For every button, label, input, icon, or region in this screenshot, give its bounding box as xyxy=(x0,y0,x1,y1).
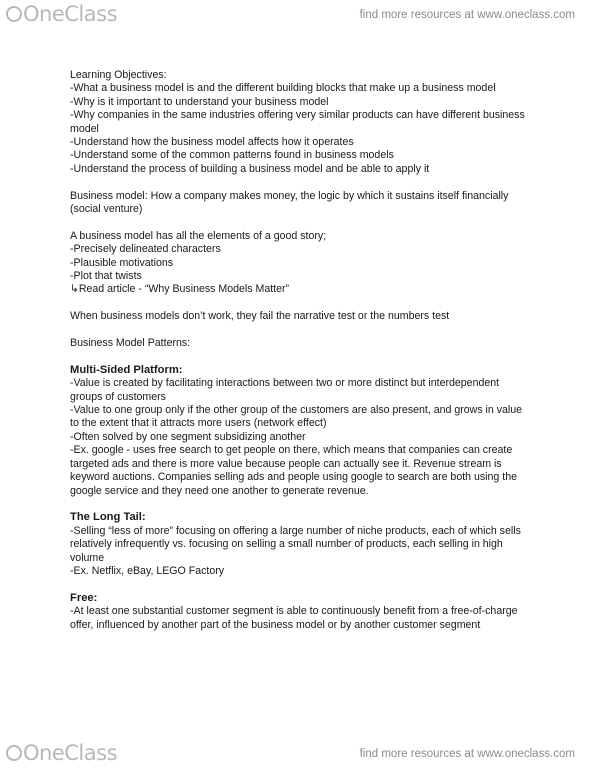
objective-item: -Understand how the business model affects how it operates xyxy=(70,136,354,149)
logo-text: OneClass xyxy=(23,741,118,765)
long-tail-item: -Selling “less of more” focusing on offering a large number of niche products, each of which sells relatively infrequently vs. focusing on selling a small number of products, each selling in high volume xyxy=(70,524,521,564)
multi-sided-heading: Multi-Sided Platform: xyxy=(70,363,183,376)
objective-item: -Why companies in the same industries offering very similar products can have different business model xyxy=(70,109,525,135)
free-item: -At least one substantial customer segment is able to continuously benefit from a free-of-charge offer, influenced by another part of the business model or by another customer segment xyxy=(70,605,518,631)
multi-sided-item: -Value to one group only if the other group of the customers are also present, and grows in value to the extent that it attracts more users (network effect) xyxy=(70,404,523,430)
document-body xyxy=(70,69,530,632)
oneclass-logo-bottom xyxy=(6,741,117,765)
story-item: -Plausible motivations xyxy=(70,256,174,269)
narrative-test-text: When business models don’t work, they fail the narrative test or the numbers test xyxy=(70,310,450,323)
header-tagline: find more resources at www.oneclass.com xyxy=(359,9,575,21)
objective-item: -Why is it important to understand your business model xyxy=(70,95,329,108)
story-item: -Plot that twists xyxy=(70,270,142,283)
footer-tagline: find more resources at www.oneclass.com xyxy=(359,748,575,760)
logo-ring-icon xyxy=(6,745,22,761)
story-intro: A business model has all the elements of a good story; xyxy=(70,229,327,242)
objective-item: -What a business model is and the different building blocks that make up a business model xyxy=(70,82,496,95)
patterns-title: Business Model Patterns: xyxy=(70,337,191,350)
story-item: -Precisely delineated characters xyxy=(70,243,221,256)
logo-text: OneClass xyxy=(23,2,118,26)
objectives-title: Learning Objectives: xyxy=(70,69,167,81)
long-tail-heading: The Long Tail: xyxy=(70,511,146,524)
logo-ring-icon xyxy=(6,6,22,22)
objective-item: -Understand the process of building a business model and be able to apply it xyxy=(70,162,430,175)
multi-sided-item: -Often solved by one segment subsidizing another xyxy=(70,430,306,443)
free-heading: Free: xyxy=(70,591,98,604)
long-tail-item: -Ex. Netflix, eBay, LEGO Factory xyxy=(70,564,225,577)
multi-sided-item: -Value is created by facilitating interactions between two or more distinct but interdependent groups of customers xyxy=(70,377,500,403)
business-model-definition: Business model: How a company makes money, the logic by which it sustains itself financially (social venture) xyxy=(70,189,509,216)
oneclass-logo-top xyxy=(6,2,117,26)
read-article-note: ↳Read article - “Why Business Models Matter” xyxy=(70,283,290,296)
objective-item: -Understand some of the common patterns found in business models xyxy=(70,149,394,162)
multi-sided-item: -Ex. google - uses free search to get people on there, which means that companies can create targeted ads and there is more value because people can actually see it. Revenue stream is keyword auctions. Companies selling ads and people using google to search are both using the google service and they need one another to generate revenue. xyxy=(70,444,517,497)
